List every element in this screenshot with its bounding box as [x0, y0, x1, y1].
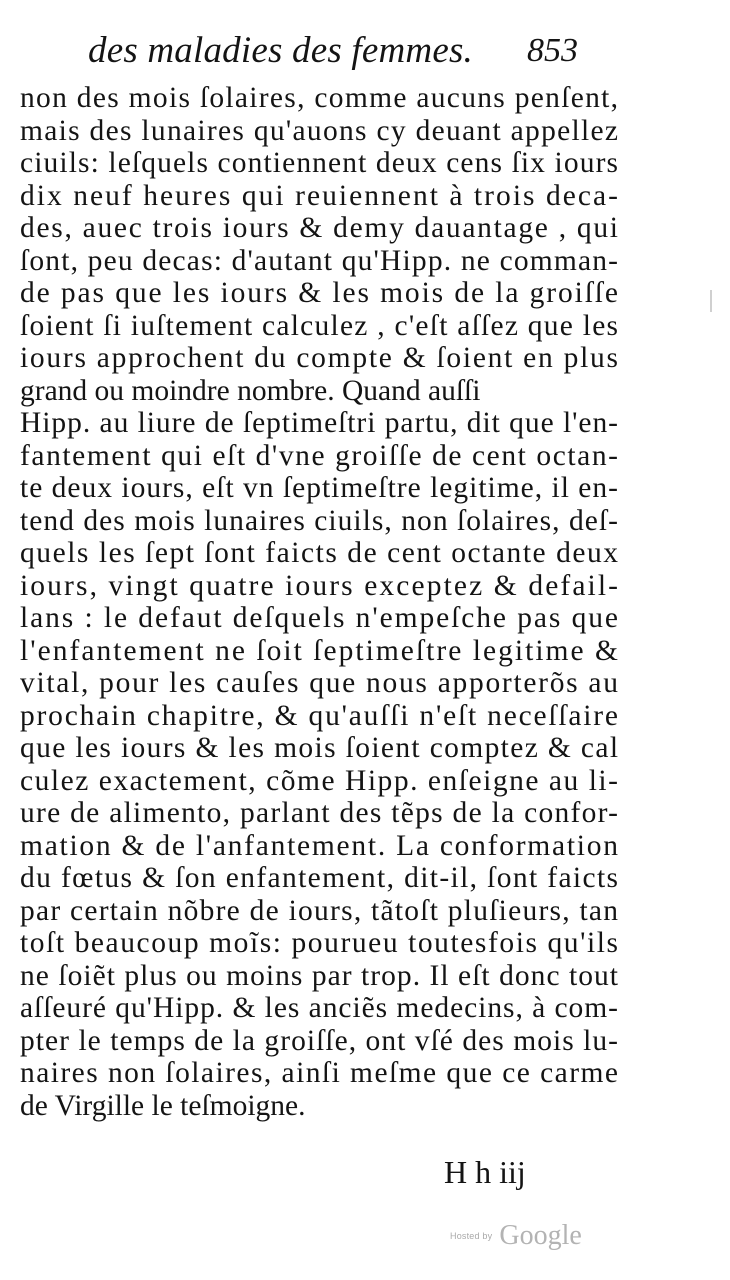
text-line: l'enfantement ne ſoit ſeptimeſtre legitime &	[20, 634, 621, 667]
text-line: te deux iours, eſt vn ſeptimeſtre legitime, il en-	[20, 472, 619, 504]
running-head	[88, 28, 578, 78]
watermark-prefix: Hosted by	[450, 1231, 493, 1241]
text-line: pter le temps de la groiſſe, ont vſé des mois lu-	[20, 1024, 620, 1057]
text-line: ciuils: leſquels contiennent deux cens ſix iours	[20, 147, 620, 179]
text-line: Hipp. au liure de ſeptimeſtri partu, dit que l'en-	[20, 407, 619, 439]
google-logo: Google	[499, 1220, 582, 1251]
text-line: grand ou moindre nombre. Quand auſſi	[20, 374, 481, 407]
text-line: de pas que les iours & les mois de la groiſſe	[20, 277, 620, 309]
signature-mark: H h iij	[444, 1154, 526, 1190]
text-line: naires non ſolaires, ainſi meſme que ce carme	[20, 1057, 620, 1089]
text-line: ure de alimento, parlant des tẽps de la confor-	[20, 797, 620, 829]
text-line: ſoient ſi iuſtement calculez , c'eſt aſſez que les	[20, 309, 620, 342]
text-line: iours approchent du compte & ſoient en plus	[20, 342, 620, 374]
page-number: 853	[527, 32, 578, 69]
text-line: lans : le defaut deſquels n'empeſche pas que	[20, 602, 620, 634]
text-line: fantement qui eſt d'vne groiſſe de cent octan-	[20, 439, 620, 472]
text-line: culez exactement, cõme Hipp. enſeigne au li-	[20, 764, 620, 797]
text-line: ne ſoiẽt plus ou moins par trop. Il eſt donc tout	[20, 959, 620, 992]
text-line: que les iours & les mois ſoient comptez & cal	[20, 732, 620, 764]
text-line: des, auec trois iours & demy dauantage , qui	[20, 212, 620, 244]
text-line: du fœtus & ſon enfantement, dit-il, ſont faicts	[20, 862, 620, 894]
text-line: prochain chapitre, & qu'auſſi n'eſt neceſſaire	[20, 699, 620, 732]
text-line: iours, vingt quatre iours exceptez & defail-	[20, 569, 621, 602]
text-line: mation & de l'anfantement. La conformation	[20, 829, 620, 862]
text-line: non des mois ſolaires, comme aucuns penſent,	[20, 82, 620, 114]
text-line: mais des lunaires qu'auons cy deuant appellez	[20, 114, 620, 147]
text-line: quels les ſept ſont faicts de cent octante deux	[20, 537, 620, 569]
margin-mark	[710, 290, 712, 312]
text-line: de Virgille le teſmoigne.	[20, 1089, 306, 1122]
text-line: vital, pour les cauſes que nous apporterõs au	[20, 667, 620, 699]
text-line: ſont, peu decas: d'autant qu'Hipp. ne comman-	[20, 244, 620, 277]
google-watermark	[450, 1220, 582, 1252]
text-line: par certain nõbre de iours, tãtoſt pluſieurs, tan	[20, 894, 620, 927]
text-line: toſt beaucoup moĩs: pourueu toutesfois qu'ils	[20, 927, 620, 959]
text-line: tend des mois lunaires ciuils, non ſolaires, deſ-	[20, 504, 620, 537]
running-head-title: des maladies des femmes.	[88, 30, 474, 71]
text-line: dix neuf heures qui reuiennent à trois deca-	[20, 179, 621, 212]
body-text	[20, 82, 620, 1122]
text-line: aſſeuré qu'Hipp. & les anciẽs medecins, à com-	[20, 992, 619, 1024]
